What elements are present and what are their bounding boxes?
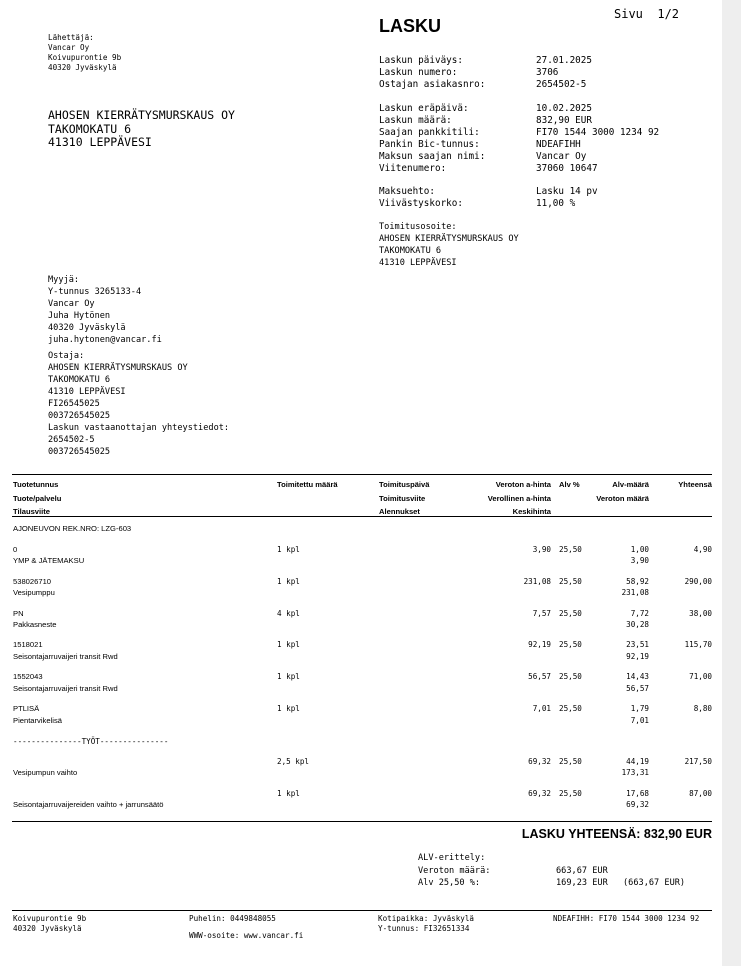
vat-percent: 25,50 — [559, 672, 582, 681]
footer-company — [378, 914, 474, 933]
product-name: Seisontajarruvaijeri transit Rwd — [13, 684, 118, 693]
info-label: Pankin Bic-tunnus: — [379, 139, 480, 150]
product-code: 538026710 — [13, 577, 52, 586]
net-amount: 3,90 — [630, 556, 649, 565]
footer-address-line: 40320 Jyväskylä — [13, 923, 82, 933]
delivery-label: Toimitusosoite: — [379, 222, 457, 232]
header-label: Verollinen a-hinta — [487, 493, 551, 503]
info-value: 37060 10647 — [536, 163, 598, 174]
info-label: Laskun määrä: — [379, 115, 452, 126]
unit-price: 7,57 — [532, 609, 551, 618]
header-label: Toimituspäivä — [379, 480, 430, 489]
seller-line: Vancar Oy — [48, 299, 95, 309]
sender-line: Koivupurontie 9b — [48, 53, 122, 62]
info-value: 2654502-5 — [536, 79, 587, 90]
row-total: 4,90 — [693, 545, 712, 554]
info-value: FI70 1544 3000 1234 92 — [536, 127, 660, 138]
unit-price: 92,19 — [528, 640, 551, 649]
info-label: Maksuehto: — [379, 186, 435, 197]
header-label: Alv % — [559, 480, 580, 489]
vat-label: Alv 25,50 %: — [418, 878, 481, 888]
grand-total: LASKU YHTEENSÄ: 832,90 EUR — [521, 827, 712, 841]
info-value: 27.01.2025 — [536, 55, 592, 66]
vat-percent: 25,50 — [559, 545, 582, 554]
row-total: 8,80 — [693, 704, 712, 713]
vat-value: 169,23 EUR — [556, 878, 608, 888]
vat-amount: 44,19 — [626, 757, 649, 766]
row-total: 71,00 — [689, 672, 712, 681]
info-label: Viivästyskorko: — [379, 198, 463, 209]
info-label: Ostajan asiakasnro: — [379, 79, 486, 90]
product-code: PTLISÄ — [13, 704, 40, 713]
unit-price: 231,08 — [523, 577, 551, 586]
receiver-contact-label: Laskun vastaanottajan yhteystiedot: — [48, 423, 230, 433]
header-label: Tuotetunnus — [13, 480, 59, 489]
delivery-line: 41310 LEPPÄVESI — [379, 258, 457, 268]
product-name: Seisontajarruvaijeri transit Rwd — [13, 652, 118, 661]
vat-amount: 17,68 — [626, 789, 649, 798]
vehicle-reg: AJONEUVON REK.NRO: LZG-603 — [13, 524, 132, 533]
seller-label: Myyjä: — [48, 275, 80, 285]
net-amount: 56,57 — [626, 684, 649, 693]
row-total: 290,00 — [684, 577, 712, 586]
info-value: 10.02.2025 — [536, 103, 592, 114]
net-amount: 92,19 — [626, 652, 649, 661]
footer-address — [13, 914, 86, 933]
vat-amount: 1,79 — [630, 704, 649, 713]
footer-web: WWW-osoite: www.vancar.fi — [189, 931, 304, 940]
info-label: Laskun eräpäivä: — [379, 103, 469, 114]
vat-amount: 23,51 — [626, 640, 649, 649]
page-label: Sivu — [614, 7, 643, 21]
vat-percent: 25,50 — [559, 577, 582, 586]
sender-label: Lähettäjä: — [48, 33, 94, 42]
quantity: 2,5 kpl — [277, 757, 310, 766]
unit-price: 69,32 — [528, 789, 551, 798]
vat-amount: 7,72 — [630, 609, 649, 618]
quantity: 1 kpl — [277, 789, 300, 798]
footer-business-id: Y-tunnus: FI32651334 — [378, 923, 470, 933]
info-label: Maksun saajan nimi: — [379, 151, 486, 162]
info-label: Laskun numero: — [379, 67, 458, 78]
work-name: Vesipumpun vaihto — [13, 768, 78, 777]
quantity: 4 kpl — [277, 609, 300, 618]
work-name: Seisontajarruvaijereiden vaihto + jarrunsäätö — [13, 800, 164, 809]
row-total: 38,00 — [689, 609, 712, 618]
header-label: Yhteensä — [678, 480, 712, 489]
sender-line: Vancar Oy — [48, 43, 90, 52]
seller-line: juha.hytonen@vancar.fi — [48, 335, 162, 345]
header-label: Tuote/palvelu — [13, 493, 62, 503]
seller-line: Y-tunnus 3265133-4 — [48, 287, 142, 297]
info-label: Viitenumero: — [379, 163, 447, 174]
net-amount: 173,31 — [621, 768, 649, 777]
col-delivery-header — [379, 478, 430, 519]
page-number — [614, 7, 679, 21]
product-name: YMP & JÄTEMAKSU — [13, 556, 85, 565]
header-bottom-rule — [12, 516, 712, 517]
vat-breakdown — [418, 852, 718, 890]
net-amount: 7,01 — [630, 716, 649, 725]
receiver-contact-line: 003726545025 — [48, 447, 111, 457]
buyer-line: AHOSEN KIERRÄTYSMURSKAUS OY — [48, 363, 188, 373]
product-code: 0 — [13, 545, 18, 554]
buyer-line: 41310 LEPPÄVESI — [48, 387, 126, 397]
header-label: Alv-määrä — [612, 480, 649, 489]
recipient-block — [48, 109, 235, 150]
vat-amount: 14,43 — [626, 672, 649, 681]
row-total: 87,00 — [689, 789, 712, 798]
delivery-block — [379, 221, 519, 269]
info-label: Saajan pankkitili: — [379, 127, 480, 138]
footer-domicile: Kotipaikka: Jyväskylä — [378, 914, 475, 923]
info-value: NDEAFIHH — [536, 139, 581, 150]
totals-rule — [12, 821, 712, 822]
unit-price: 3,90 — [532, 545, 551, 554]
work-separator: ---------------TYÖT--------------- — [13, 737, 169, 746]
vat-base: (663,67 EUR) — [623, 878, 686, 888]
header-label: Veroton määrä — [596, 493, 649, 503]
product-code: 1552043 — [13, 672, 43, 681]
delivery-line: AHOSEN KIERRÄTYSMURSKAUS OY — [379, 234, 519, 244]
seller-line: 40320 Jyväskylä — [48, 323, 126, 333]
vat-amount: 1,00 — [630, 545, 649, 554]
info-value: Vancar Oy — [536, 151, 587, 162]
col-product-header — [13, 478, 61, 519]
net-label: Veroton määrä: — [418, 865, 491, 876]
product-code: PN — [13, 609, 24, 618]
header-top-rule — [12, 474, 712, 475]
vat-percent: 25,50 — [559, 704, 582, 713]
col-price-header — [440, 478, 551, 519]
header-label: Veroton a-hinta — [495, 480, 551, 489]
quantity: 1 kpl — [277, 545, 300, 554]
vat-percent: 25,50 — [559, 609, 582, 618]
quantity: 1 kpl — [277, 672, 300, 681]
header-label: Tilausviite — [13, 507, 51, 516]
buyer-line: TAKOMOKATU 6 — [48, 375, 111, 385]
buyer-block — [48, 350, 229, 458]
unit-price: 7,01 — [532, 704, 551, 713]
quantity: 1 kpl — [277, 640, 300, 649]
buyer-line: FI26545025 — [48, 399, 100, 409]
buyer-label: Ostaja: — [48, 351, 85, 361]
product-code: 1518021 — [13, 640, 43, 649]
vat-percent: 25,50 — [559, 640, 582, 649]
header-label: Keskihinta — [512, 507, 551, 516]
recipient-line: AHOSEN KIERRÄTYSMURSKAUS OY — [48, 108, 235, 122]
net-amount: 30,28 — [626, 620, 649, 629]
recipient-line: 41310 LEPPÄVESI — [48, 135, 152, 149]
info-value: 832,90 EUR — [536, 115, 592, 126]
page-edge — [722, 0, 741, 966]
footer-address-line: Koivupurontie 9b — [13, 914, 87, 923]
col-qty-header — [277, 478, 338, 492]
sender-block — [48, 33, 121, 73]
info-label: Laskun päiväys: — [379, 55, 463, 66]
buyer-line: 003726545025 — [48, 411, 111, 421]
product-name: Vesipumppu — [13, 588, 55, 597]
vat-percent: 25,50 — [559, 757, 582, 766]
quantity: 1 kpl — [277, 704, 300, 713]
row-total: 217,50 — [684, 757, 712, 766]
sender-line: 40320 Jyväskylä — [48, 63, 117, 72]
header-label: Toimitettu määrä — [277, 480, 338, 489]
unit-price: 56,57 — [528, 672, 551, 681]
net-amount: 231,08 — [621, 588, 649, 597]
row-total: 115,70 — [684, 640, 712, 649]
info-value: 11,00 % — [536, 198, 576, 209]
net-amount: 69,32 — [626, 800, 649, 809]
invoice-info — [379, 55, 679, 210]
vat-amount: 58,92 — [626, 577, 649, 586]
col-total-header — [650, 478, 712, 492]
info-value: Lasku 14 pv — [536, 186, 598, 197]
recipient-line: TAKOMOKATU 6 — [48, 121, 132, 136]
net-value: 663,67 EUR — [556, 865, 608, 876]
product-name: Pakkasneste — [13, 620, 57, 629]
unit-price: 69,32 — [528, 757, 551, 766]
header-label: Toimitusviite — [379, 493, 426, 503]
product-name: Pientarvikelisä — [13, 716, 62, 725]
quantity: 1 kpl — [277, 577, 300, 586]
delivery-line: TAKOMOKATU 6 — [379, 246, 442, 256]
page-value: 1/2 — [657, 7, 680, 21]
receiver-contact-line: 2654502-5 — [48, 435, 95, 445]
seller-block — [48, 274, 162, 346]
vat-breakdown-label: ALV-erittely: — [418, 853, 486, 863]
footer-rule — [12, 910, 712, 911]
invoice-title: LASKU — [379, 16, 441, 36]
footer-phone: Puhelin: 0449848055 — [189, 914, 276, 923]
col-vat-amount-header — [560, 478, 649, 505]
info-value: 3706 — [536, 67, 559, 78]
footer-bank: NDEAFIHH: FI70 1544 3000 1234 92 — [553, 914, 700, 923]
header-label: Alennukset — [379, 507, 420, 516]
vat-percent: 25,50 — [559, 789, 582, 798]
seller-line: Juha Hytönen — [48, 311, 111, 321]
